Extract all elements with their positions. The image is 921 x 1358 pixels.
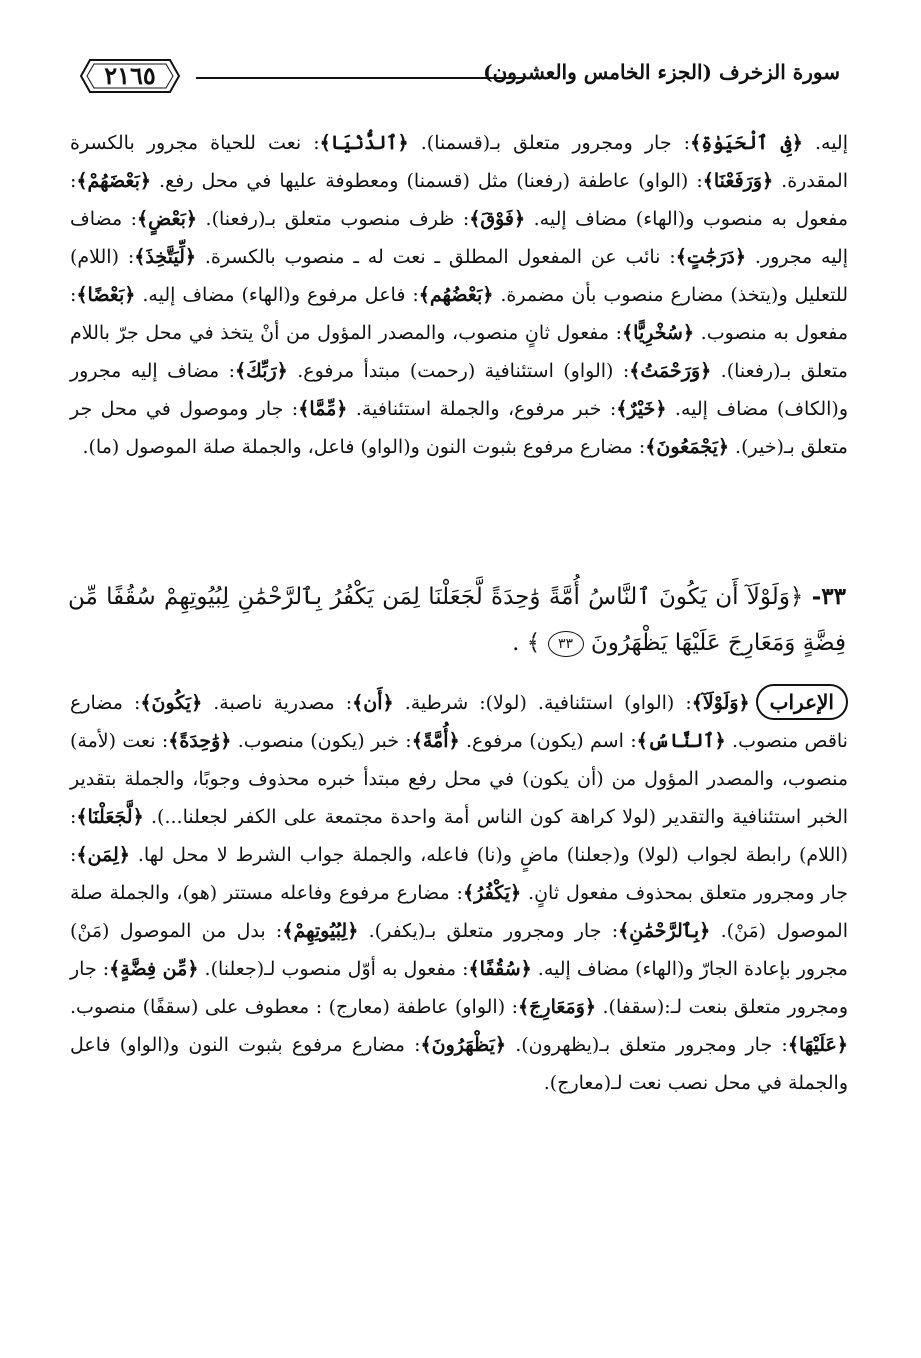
grammar-note: : جار ومجرور متعلق بمحذوف مفعول ثانٍ. (70, 844, 849, 904)
grammar-note: : جار ومجرور متعلق بـ(يظهرون). (506, 1034, 788, 1056)
grammar-note: : مفعول به منصوب و(الهاء) مضاف إليه. (70, 170, 848, 230)
header-rule (196, 77, 524, 79)
quranic-term: ﴿أُمَّةً﴾ (411, 730, 460, 752)
grammar-note: إليه. (802, 132, 849, 154)
verse-number: ٣٣- (811, 583, 846, 610)
quranic-term: ﴿وَٰحِدَةً﴾ (168, 730, 232, 752)
grammar-note: : اسم (يكون) مرفوع. (459, 730, 637, 752)
quranic-term: ﴿عَلَيْهَا﴾ (787, 1034, 849, 1056)
quranic-term: ﴿يَظْهَرُونَ﴾ (420, 1034, 507, 1056)
grammar-note: : مفعول به منصوب. (70, 284, 848, 344)
page-number-badge (80, 58, 180, 94)
grammar-note: : مضارع مرفوع وفاعله مستتر (هو)، والجملة صلة الموصول (مَنْ). (70, 882, 848, 942)
quranic-term: ﴿بَعْضَهُمْ﴾ (76, 170, 152, 192)
ayah-end-marker: ٣٣ (548, 631, 584, 657)
quranic-term: ﴿لَّجَعَلْنَا﴾ (76, 806, 144, 828)
quranic-term: ﴿دَرَجَٰتٍ﴾ (675, 246, 747, 268)
quranic-term: ﴿سُقُفًا﴾ (468, 958, 532, 980)
quranic-term: ﴿ٱلنَّاسُ﴾ (636, 730, 726, 752)
grammar-note: : خبر مرفوع، والجملة استئنافية. (347, 398, 617, 420)
grammar-note: : مضارع مرفوع بثبوت النون و(الواو) فاعل والجملة في محل نصب نعت لـ(معارج). (70, 1034, 848, 1094)
quranic-term: ﴿ٱلدُّنْيَا﴾ (319, 132, 409, 154)
quranic-term: ﴿بَعْضًا﴾ (76, 284, 136, 306)
verse-text: ﴿وَلَوْلَآ أَن يَكُونَ ٱلنَّاسُ أُمَّةً وَٰحِدَةً لَّجَعَلْنَا لِمَن يَكْفُرُ بِٱلرَّحْمَٰنِ لِبُيُوتِهِمْ سُقُفًا مِّن فِضَّةٍ وَمَعَارِجَ عَلَيْهَا يَظْهَرُونَ (68, 584, 846, 656)
quranic-term: ﴿مِّمَّا﴾ (298, 398, 348, 420)
grammar-note: : مفعول ثانٍ منصوب، والمصدر المؤول من أنْ يتخذ في محل جرّ باللام متعلق بـ(رفعنا). (70, 322, 848, 382)
grammar-note: : خبر (يكون) منصوب. (231, 730, 412, 752)
quranic-term: ﴿أَن﴾ (352, 692, 394, 714)
quranic-term: ﴿يَكْفُرُ﴾ (462, 882, 522, 904)
grammar-note: : مضاف إليه مجرور. (70, 208, 849, 268)
grammar-note: : (الواو) استئنافية. (لولا): شرطية. (393, 692, 692, 714)
grammar-note: : مضارع ناقص منصوب. (70, 692, 848, 752)
page-header (70, 52, 840, 106)
quran-verse (68, 574, 846, 666)
irab-text (70, 692, 848, 1094)
grammar-note: : ظرف منصوب متعلق بـ(رفعنا). (197, 208, 470, 230)
quranic-term: ﴿رَبِّكَ﴾ (235, 360, 288, 382)
grammar-note: : (اللام) للتعليل و(يتخذ) مضارع منصوب بأن مضمرة. (70, 246, 848, 306)
grammar-note: : (الواو) عاطفة (معارج) : معطوف على (سقفًا) منصوب. (70, 996, 519, 1018)
grammar-note: : (اللام) رابطة لجواب (لولا) و(جعلنا) ماضٍ و(نا) فاعله، والجملة جواب الشرط لا محل لها. (70, 806, 848, 866)
grammar-note: : فاعل مرفوع و(الهاء) مضاف إليه. (135, 284, 419, 306)
grammar-note: : مضاف إليه مجرور و(الكاف) مضاف إليه. (70, 360, 848, 420)
verse-closing: ﴾ . (512, 630, 541, 656)
grammar-note: : جار ومجرور متعلق بـ(قسمنا). (408, 132, 691, 154)
grammar-note: : نعت (لأمة) منصوب، والمصدر المؤول من (أن يكون) في محل رفع مبتدأ خبره محذوف وجوبًا، والجملة بتقدير الخبر استئنافية والتقدير (لولا كراهة كون الناس أمة واحدة مجتمعة على الكفر لجعلنا...). (70, 730, 848, 828)
grammar-note: : مضارع مرفوع بثبوت النون و(الواو) فاعل، والجملة صلة الموصول (ما). (82, 436, 646, 458)
quranic-term: ﴿وَرَفَعْنَا﴾ (702, 170, 774, 192)
quranic-term: ﴿وَلَوْلَآ﴾ (691, 692, 750, 714)
running-title: سورة الزخرف (الجزء الخامس والعشرون) (483, 60, 840, 84)
quranic-term: ﴿وَمَعَارِجَ﴾ (518, 996, 597, 1018)
grammar-note: : نائب عن المفعول المطلق ـ نعت له ـ منصوب بالكسرة. (196, 246, 676, 268)
quranic-term: ﴿سُخْرِيًّا﴾ (622, 322, 695, 344)
quranic-term: ﴿فِى ٱلْحَيَوٰةِ﴾ (690, 132, 803, 154)
quranic-term: ﴿بِٱلرَّحْمَٰنِ﴾ (618, 920, 711, 942)
page-number: ٢١٦٥ (104, 61, 156, 90)
quranic-term: ﴿وَرَحْمَتُ﴾ (629, 360, 712, 382)
quranic-term: ﴿لِّيَتَّخِذَ﴾ (134, 246, 196, 268)
quranic-term: ﴿خَيْرٌ﴾ (616, 398, 667, 420)
quranic-term: ﴿بَعْضُهُم﴾ (418, 284, 494, 306)
grammar-note: : مصدرية ناصبة. (202, 692, 353, 714)
commentary-section-1 (70, 124, 848, 466)
grammar-note: : جار ومجرور متعلق بـ(يكفر). (358, 920, 619, 942)
grammar-note: : جار وموصول في محل جر متعلق بـ(خير). (70, 398, 848, 458)
quranic-term: ﴿بَعْضٍ﴾ (137, 208, 198, 230)
quranic-term: ﴿يَكُونَ﴾ (140, 692, 203, 714)
grammar-note: : جار ومجرور متعلق بنعت لـ:(سقفا). (70, 958, 848, 1018)
grammar-note: : مفعول به أوّل منصوب لـ(جعلنا). (198, 958, 469, 980)
quranic-term: ﴿مِّن فِضَّةٍ﴾ (109, 958, 199, 980)
irab-label: الإعراب (756, 684, 848, 720)
quranic-term: ﴿يَجْمَعُونَ﴾ (645, 436, 730, 458)
quranic-term: ﴿لِبُيُوتِهِمْ﴾ (282, 920, 359, 942)
grammar-note: : بدل من الموصول (مَنْ) مجرور بإعادة الجارّ و(الهاء) مضاف إليه. (70, 920, 848, 980)
grammar-note: : (الواو) استئنافية (رحمت) مبتدأ مرفوع. (287, 360, 630, 382)
irab-section (70, 684, 848, 1102)
grammar-note: : نعت للحياة مجرور بالكسرة المقدرة. (70, 132, 848, 192)
quranic-term: ﴿فَوْقَ﴾ (469, 208, 526, 230)
quranic-term: ﴿لِمَن﴾ (76, 844, 130, 866)
grammar-note: : (الواو) عاطفة (رفعنا) مثل (قسمنا) ومعطوفة عليها في محل رفع. (151, 170, 703, 192)
